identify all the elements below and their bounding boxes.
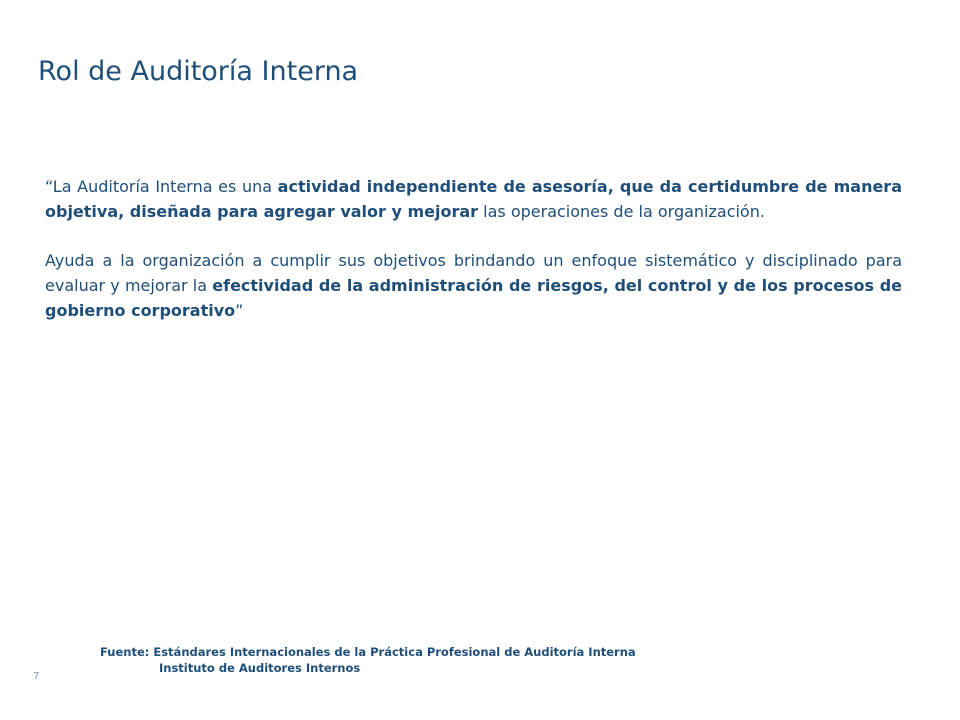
definition-quote — [45, 174, 902, 347]
source-citation — [100, 644, 636, 676]
quote-paragraph-1 — [45, 174, 902, 224]
quote-p1-text-1: “La Auditoría Interna es una — [45, 177, 278, 196]
quote-p1-text-2: las operaciones de la organización. — [478, 202, 765, 221]
quote-p2-text-2: ” — [235, 301, 244, 320]
quote-p2-text-1: Ayuda a la organización a cumplir sus objetivos brindando un enfoque sistemático y disciplinado para evaluar y mejorar la — [45, 251, 902, 295]
quote-paragraph-2 — [45, 248, 902, 323]
source-line-2: Instituto de Auditores Internos — [159, 661, 361, 675]
quote-p1-bold-1: actividad independiente de asesoría, que da certidumbre de manera objetiva, diseñada para agregar valor y mejorar — [45, 177, 902, 221]
page-number: 7 — [33, 671, 40, 682]
quote-p2-bold-1: efectividad de la administración de riesgos, del control y de los procesos de gobierno corporativo — [45, 276, 902, 320]
source-line-1: Fuente: Estándares Internacionales de la Práctica Profesional de Auditoría Interna — [100, 645, 636, 659]
slide-title: Rol de Auditoría Interna — [38, 56, 359, 87]
